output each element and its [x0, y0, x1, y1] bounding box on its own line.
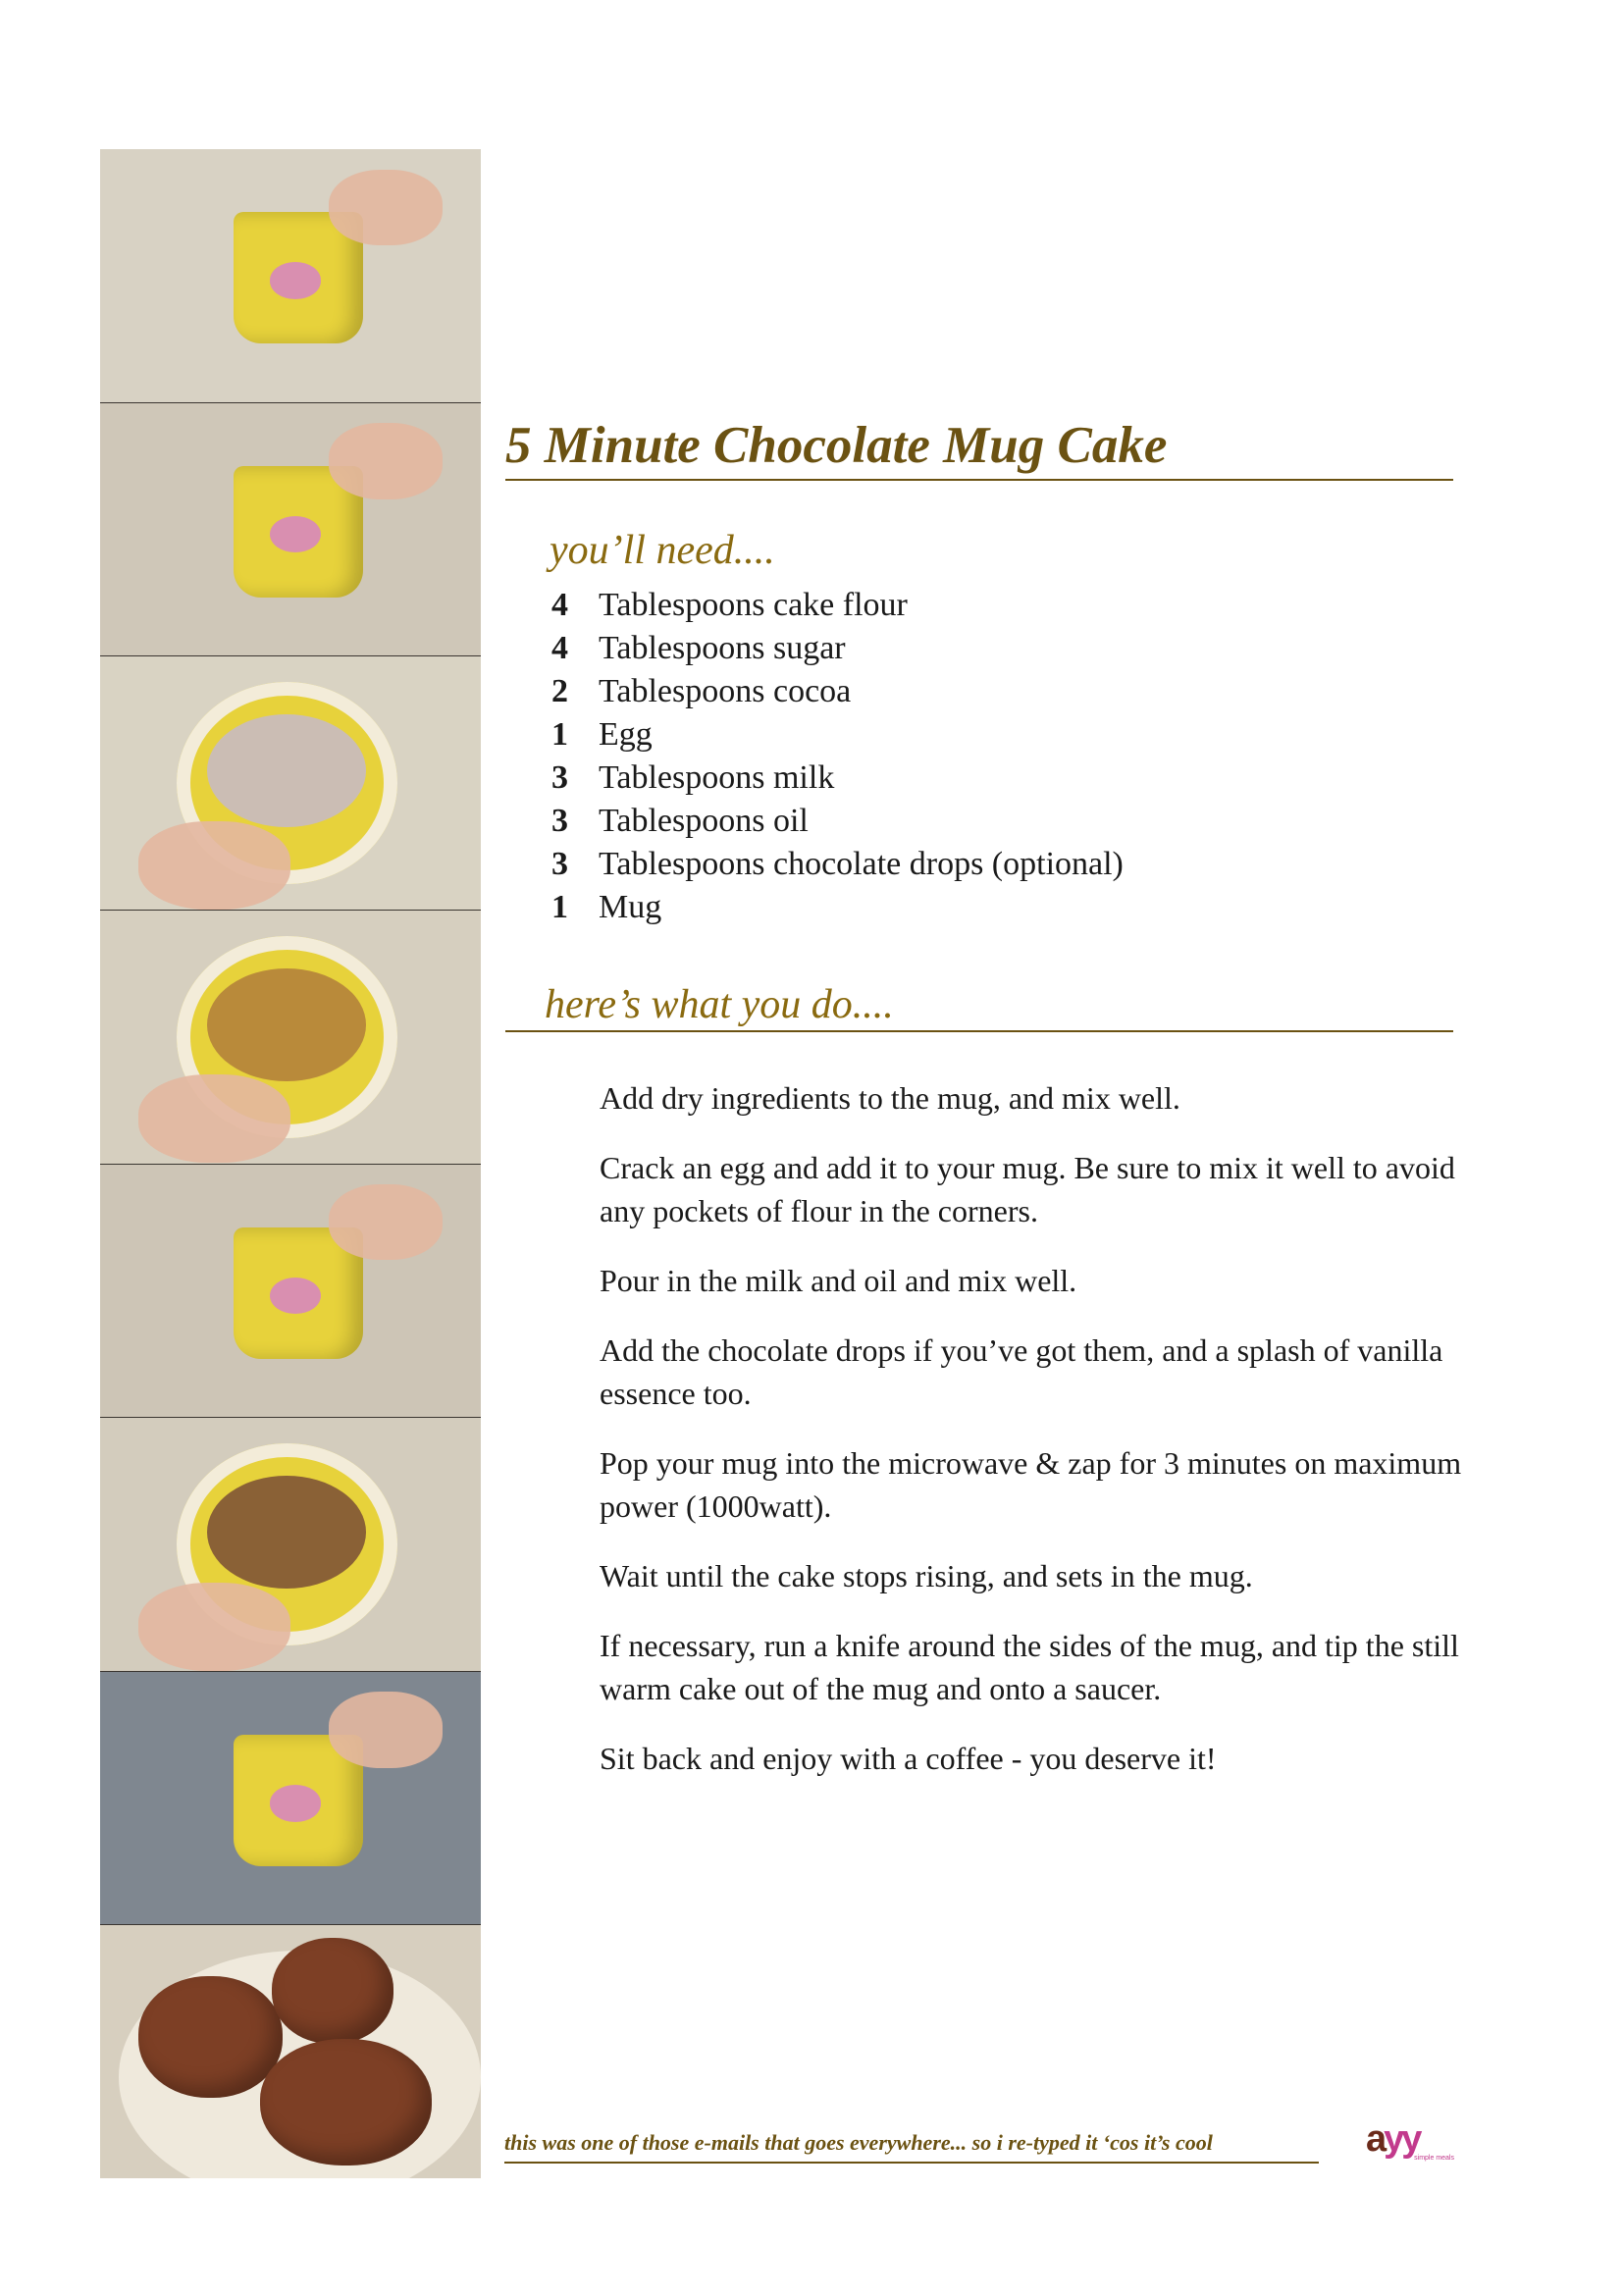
cake-piece	[260, 2039, 432, 2166]
photo-adding-cocoa	[100, 403, 481, 657]
cake-piece	[272, 1938, 393, 2044]
ingredient-qty: 4	[551, 587, 568, 623]
method-step: Pop your mug into the microwave & zap for 3 minutes on maximum power (1000watt).	[600, 1445, 1462, 1524]
ingredient-name: Mug	[599, 889, 662, 925]
method-heading: here’s what you do....	[505, 979, 1453, 1032]
ingredient-item	[551, 843, 1435, 886]
ingredient-qty: 3	[551, 759, 568, 796]
footer-note: this was one of those e-mails that goes everywhere... so i re-typed it ‘cos it’s cool	[504, 2128, 1319, 2164]
method-step: Add the chocolate drops if you’ve got them, and a splash of vanilla essence too.	[600, 1332, 1443, 1411]
hand-shape	[138, 821, 290, 910]
ingredient-qty: 1	[551, 716, 568, 753]
ingredient-item	[551, 886, 1435, 929]
ingredient-qty: 3	[551, 803, 568, 839]
ingredient-name: Tablespoons chocolate drops (optional)	[599, 846, 1124, 882]
recipe-title: 5 Minute Chocolate Mug Cake	[505, 414, 1453, 481]
ingredient-name: Tablespoons sugar	[599, 630, 846, 666]
ingredient-item	[551, 800, 1435, 843]
hand-shape	[138, 1074, 290, 1163]
photo-chocolate-drops	[100, 1165, 481, 1419]
hand-shape	[329, 170, 443, 245]
method-step: Pour in the milk and oil and mix well.	[600, 1263, 1077, 1298]
ingredient-item	[551, 584, 1435, 627]
photo-egg-added	[100, 911, 481, 1165]
hand-shape	[329, 423, 443, 498]
photo-mixed-batter	[100, 1418, 481, 1672]
method-step: Wait until the cake stops rising, and sets in the mug.	[600, 1558, 1253, 1593]
ingredients-heading: you’ll need....	[550, 528, 775, 573]
logo-mark-b: yy	[1384, 2118, 1420, 2160]
hand-shape	[329, 1692, 443, 1767]
hand-shape	[329, 1184, 443, 1260]
hand-shape	[138, 1583, 290, 1671]
method-step: If necessary, run a knife around the sides of the mug, and tip the still warm cake out of the mug and onto a saucer.	[600, 1628, 1459, 1706]
ingredient-name: Tablespoons cocoa	[599, 673, 852, 709]
ingredient-item	[551, 670, 1435, 713]
ingredient-item	[551, 713, 1435, 757]
logo-tagline: simple meals	[1414, 2155, 1454, 2162]
ingredient-qty: 1	[551, 889, 568, 925]
ingredient-name: Tablespoons oil	[599, 803, 809, 839]
ingredient-item	[551, 757, 1435, 800]
photo-adding-flour	[100, 149, 481, 403]
logo-mark	[1366, 2119, 1454, 2159]
photo-finished-cake	[100, 1925, 481, 2178]
brand-logo	[1366, 2119, 1454, 2165]
ingredient-qty: 3	[551, 846, 568, 882]
photo-dry-mix	[100, 656, 481, 911]
ingredient-qty: 4	[551, 630, 568, 666]
ingredient-name: Tablespoons cake flour	[599, 587, 908, 623]
logo-mark-a: a	[1366, 2118, 1385, 2160]
method-step: Sit back and enjoy with a coffee - you deserve it!	[600, 1741, 1217, 1776]
method-step: Crack an egg and add it to your mug. Be sure to mix it well to avoid any pockets of flour in the corners.	[600, 1150, 1455, 1228]
ingredient-name: Tablespoons milk	[599, 759, 835, 796]
photo-strip	[100, 149, 481, 2178]
ingredient-item	[551, 627, 1435, 670]
ingredient-name: Egg	[599, 716, 653, 753]
photo-microwave	[100, 1672, 481, 1926]
method-steps	[600, 1076, 1463, 1806]
ingredient-qty: 2	[551, 673, 568, 709]
method-step: Add dry ingredients to the mug, and mix well.	[600, 1080, 1180, 1116]
ingredients-list	[551, 584, 1435, 929]
cake-piece	[138, 1976, 283, 2098]
